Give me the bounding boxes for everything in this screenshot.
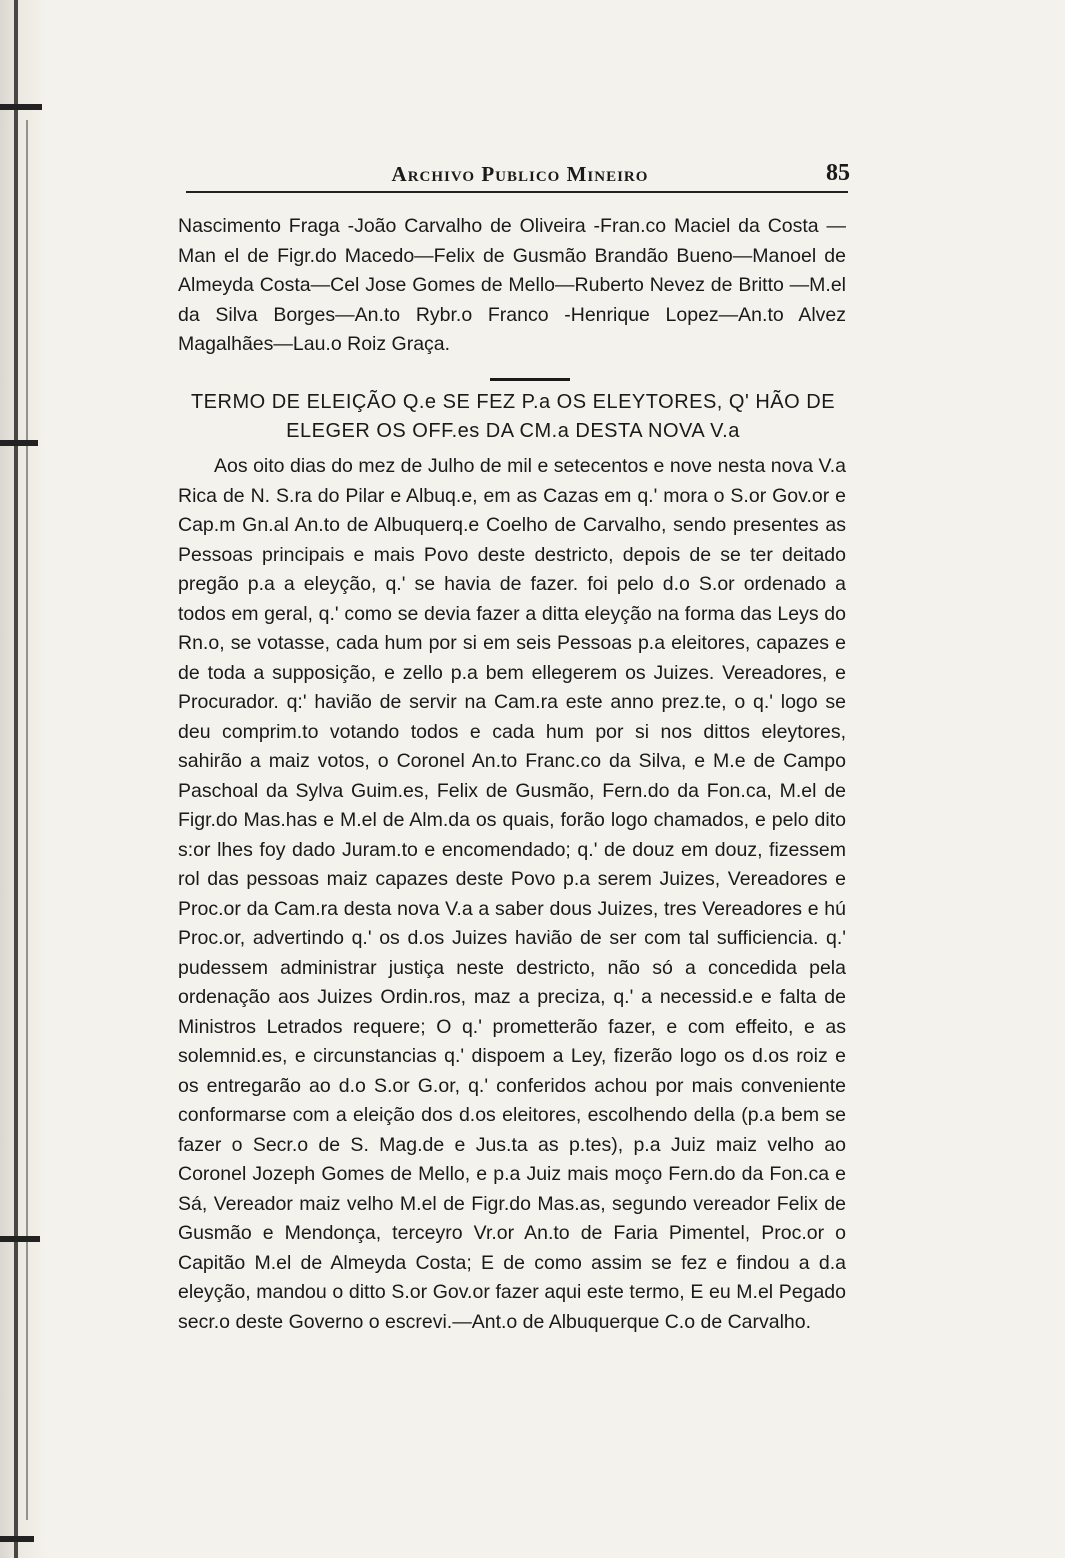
page-number: 85 <box>826 160 850 186</box>
running-title: Archivo Publico Mineiro <box>391 162 649 186</box>
section-title: TERMO DE ELEIÇÃO Q.e SE FEZ P.a OS ELEYTORES, Q' HÃO DE ELEGER OS OFF.es DA CM.a DESTA NOVA V.a <box>190 391 836 442</box>
names-paragraph: Nascimento Fraga -João Carvalho de Oliveira -Fran.co Maciel da Costa —Man el de Figr.do Macedo—Felix de Gusmão Brandão Bueno—Manoel de Almeyda Costa—Cel Jose Gomes de Mello—Ruberto Nevez de Britto —M.el da Silva Borges—An.to Rybr.o Franco -Henrique Lopez—An.to Alvez Magalhães—Lau.o Roiz Graça. <box>178 215 846 355</box>
binding-line-inner <box>26 120 28 1520</box>
section-divider <box>490 378 570 381</box>
header-rule <box>186 191 848 193</box>
page-header <box>190 160 850 194</box>
body-paragraph: Aos oito dias do mez de Julho de mil e setecentos e nove nesta nova V.a Rica de N. S.ra do Pilar e Albuq.e, em as Cazas em q.' mora o S.or Gov.or e Cap.m Gn.al An.to de Albuquerq.e Coelho de Carvalho, sendo presentes as Pessoas principais e mais Povo deste destricto, depois de se ter deitado pregão p.a a eleyção, q.' se havia de fazer. foi pelo d.o S.or ordenado a todos em geral, q.' como se devia fazer a ditta eleyção na forma das Leys do Rn.o, se votasse, cada hum por si em seis Pessoas p.a eleitores, capazes e de toda a supposição, e zello p.a bem ellegerem os Juizes. Vereadores, e Procurador. q:' havião de servir na Cam.ra este anno prez.te, o q.' logo se deu comprim.to votando todos e cada hum por si nos dittos eleytores, sahirão a maiz votos, o Coronel An.to Franc.co da Silva, e M.e de Campo Paschoal da Sylva Guim.es, Felix de Gusmão, Fern.do da Fon.ca, M.el de Figr.do Mas.has e M.el de Alm.da os quais, forão logo chamados, e pelo dito s:or lhes foy dado Juram.to e encomendado; q.' de douz em douz, fizessem rol das pessoas maiz capazes deste Povo p.a serem Juizes, Vereadores e Proc.or da Cam.ra desta nova V.a a saber dous Juizes, tres Vereadores e hú Proc.or, advertindo q.' os d.os Juizes havião de ser com tal sufficiencia. q.' pudessem administrar justiça neste destricto, não só a concedida pela ordenação aos Juizes Ordin.ros, maz a preciza, q.' a necessid.e e falta de Ministros Letrados requere; O q.' prometterão fazer, e com effeito, e as solemnid.es, e circunstancias q.' dispoem a Ley, fizerão logo os d.os roiz e os entregarão ao d.o S.or G.or, q.' conferidos achou por mais conveniente conformarse com a eleição dos d.os eleitores, escolhendo della (p.a bem se fazer o Secr.o de S. Mag.de e Jus.ta as p.tes), p.a Juiz maiz velho ao Coronel Jozeph Gomes de Mello, e p.a Juiz mais moço Fern.do da Fon.ca e Sá, Vereador maiz velho M.el de Figr.do Mas.as, segundo vereador Felix de Gusmão e Mendonça, terceyro Vr.or An.to de Faria Pimentel, Proc.or o Capitão M.el de Almeyda Costa; E de como assim se fez e findou a d.a eleyção, mandou o ditto S.or Gov.or fazer aqui este termo, E eu M.el Pegado secr.o deste Governo o escrevi.—Ant.o de Albuquerque C.o de Carvalho. <box>178 455 846 1333</box>
binding-line <box>14 0 18 1558</box>
binding-mark <box>0 440 38 446</box>
binding-mark <box>0 104 42 110</box>
book-binding-edge <box>0 0 48 1558</box>
binding-mark <box>0 1536 34 1542</box>
body-text <box>178 452 846 1337</box>
binding-mark <box>0 1236 40 1242</box>
